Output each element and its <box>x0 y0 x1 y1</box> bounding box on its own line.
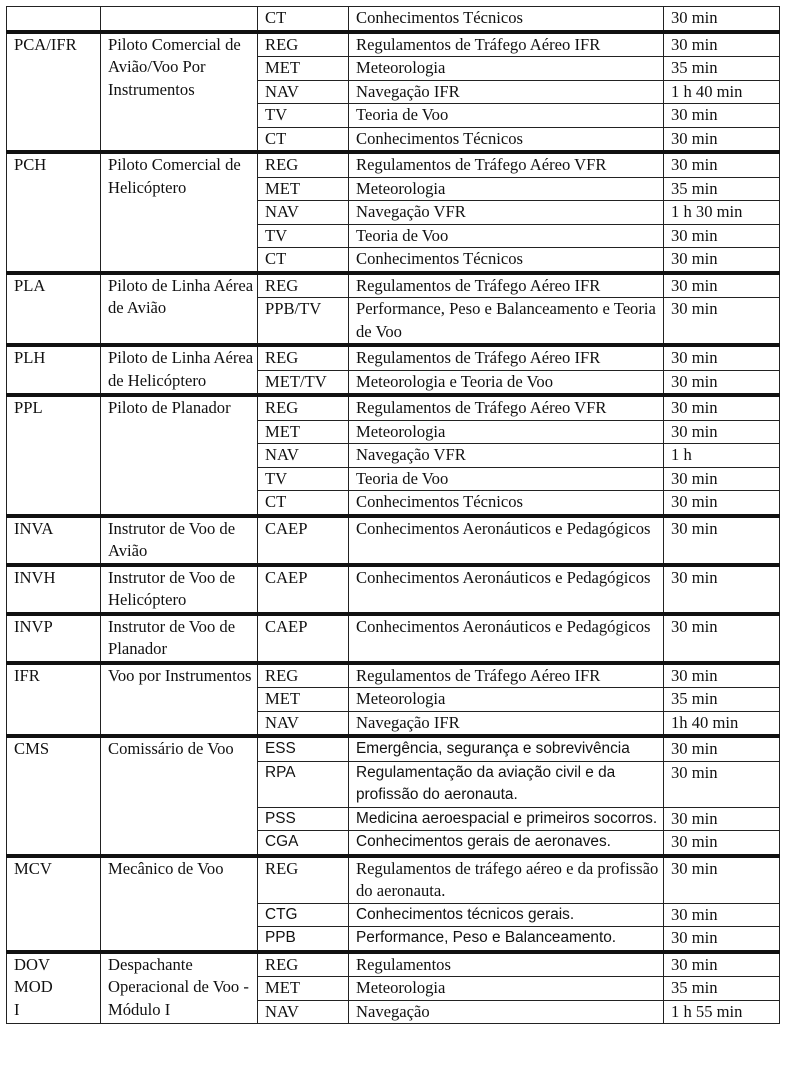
exam-duration: 30 min <box>664 663 780 688</box>
subject-name: Conhecimentos Aeronáuticos e Pedagógicos <box>349 614 664 663</box>
table-row <box>7 614 780 663</box>
license-code: PCH <box>7 152 101 273</box>
subject-abbr: REG <box>258 952 349 977</box>
exam-duration: 1 h <box>664 444 780 468</box>
subject-name: Navegação IFR <box>349 80 664 104</box>
exam-duration: 30 min <box>664 516 780 565</box>
license-name: Comissário de Voo <box>101 736 258 856</box>
exam-duration: 30 min <box>664 273 780 298</box>
license-group <box>7 565 780 614</box>
subject-name: Conhecimentos Técnicos <box>349 7 664 32</box>
license-name <box>101 7 258 32</box>
subject-abbr: REG <box>258 273 349 298</box>
subject-name: Meteorologia e Teoria de Voo <box>349 370 664 395</box>
subject-abbr: CAEP <box>258 565 349 614</box>
table-row <box>7 152 780 177</box>
subject-abbr: CT <box>258 127 349 152</box>
subject-abbr: CT <box>258 491 349 516</box>
subject-abbr: CTG <box>258 903 349 927</box>
subject-name: Conhecimentos técnicos gerais. <box>349 903 664 927</box>
table-row <box>7 516 780 565</box>
table-row <box>7 273 780 298</box>
license-code: INVH <box>7 565 101 614</box>
license-code: PLA <box>7 273 101 346</box>
license-name: Instrutor de Voo de Avião <box>101 516 258 565</box>
license-group <box>7 736 780 856</box>
license-code: IFR <box>7 663 101 737</box>
exam-duration: 30 min <box>664 248 780 273</box>
exam-duration: 1h 40 min <box>664 711 780 736</box>
subject-abbr: MET <box>258 57 349 81</box>
subject-abbr: REG <box>258 32 349 57</box>
subject-name: Regulamentos de Tráfego Aéreo IFR <box>349 32 664 57</box>
subject-name: Navegação IFR <box>349 711 664 736</box>
subject-abbr: CAEP <box>258 516 349 565</box>
license-name: Piloto de Planador <box>101 395 258 516</box>
subject-name: Regulamentos de Tráfego Aéreo VFR <box>349 395 664 420</box>
exam-duration: 30 min <box>664 491 780 516</box>
license-group <box>7 7 780 32</box>
exam-duration: 1 h 55 min <box>664 1000 780 1024</box>
subject-name: Performance, Peso e Balanceamento. <box>349 927 664 952</box>
subject-abbr: PPB <box>258 927 349 952</box>
license-code: INVP <box>7 614 101 663</box>
subject-name: Regulamentos de Tráfego Aéreo IFR <box>349 345 664 370</box>
table-row <box>7 736 780 761</box>
exam-duration: 30 min <box>664 152 780 177</box>
subject-name: Meteorologia <box>349 420 664 444</box>
exam-duration: 30 min <box>664 7 780 32</box>
license-group <box>7 152 780 273</box>
license-name: Voo por Instrumentos <box>101 663 258 737</box>
license-group <box>7 952 780 1024</box>
license-group <box>7 395 780 516</box>
subject-name: Teoria de Voo <box>349 467 664 491</box>
subject-abbr: MET <box>258 177 349 201</box>
exam-subjects-table <box>6 6 780 1024</box>
subject-name: Navegação VFR <box>349 444 664 468</box>
subject-abbr: MET/TV <box>258 370 349 395</box>
exam-duration: 30 min <box>664 614 780 663</box>
subject-abbr: MET <box>258 977 349 1001</box>
exam-duration: 30 min <box>664 370 780 395</box>
subject-abbr: CT <box>258 7 349 32</box>
subject-name: Performance, Peso e Balanceamento e Teoria de Voo <box>349 298 664 346</box>
table-row <box>7 345 780 370</box>
license-name: Instrutor de Voo de Planador <box>101 614 258 663</box>
subject-abbr: MET <box>258 420 349 444</box>
subject-abbr: CT <box>258 248 349 273</box>
exam-duration: 30 min <box>664 104 780 128</box>
license-code: PLH <box>7 345 101 395</box>
table-row <box>7 395 780 420</box>
table-row <box>7 856 780 904</box>
exam-duration: 30 min <box>664 565 780 614</box>
subject-name: Regulamentos <box>349 952 664 977</box>
license-code: PPL <box>7 395 101 516</box>
exam-duration: 30 min <box>664 831 780 856</box>
license-code: PCA/IFR <box>7 32 101 153</box>
license-name: Piloto Comercial de Helicóptero <box>101 152 258 273</box>
subject-abbr: PSS <box>258 807 349 831</box>
subject-abbr: REG <box>258 152 349 177</box>
exam-duration: 30 min <box>664 32 780 57</box>
subject-abbr: REG <box>258 345 349 370</box>
subject-name: Meteorologia <box>349 977 664 1001</box>
subject-name: Navegação <box>349 1000 664 1024</box>
subject-abbr: NAV <box>258 1000 349 1024</box>
subject-name: Conhecimentos Aeronáuticos e Pedagógicos <box>349 565 664 614</box>
subject-name: Regulamentos de Tráfego Aéreo IFR <box>349 663 664 688</box>
license-code: CMS <box>7 736 101 856</box>
exam-duration: 30 min <box>664 345 780 370</box>
subject-abbr: CGA <box>258 831 349 856</box>
subject-name: Regulamentação da aviação civil e da profissão do aeronauta. <box>349 761 664 807</box>
license-group <box>7 273 780 346</box>
exam-duration: 35 min <box>664 57 780 81</box>
subject-abbr: REG <box>258 856 349 904</box>
subject-name: Meteorologia <box>349 177 664 201</box>
subject-name: Meteorologia <box>349 688 664 712</box>
subject-abbr: CAEP <box>258 614 349 663</box>
license-name: Instrutor de Voo de Helicóptero <box>101 565 258 614</box>
license-group <box>7 32 780 153</box>
exam-duration: 30 min <box>664 807 780 831</box>
license-group <box>7 614 780 663</box>
subject-name: Emergência, segurança e sobrevivência <box>349 736 664 761</box>
exam-duration: 30 min <box>664 467 780 491</box>
exam-duration: 30 min <box>664 927 780 952</box>
exam-duration: 30 min <box>664 761 780 807</box>
exam-duration: 30 min <box>664 952 780 977</box>
license-name: Piloto de Linha Aérea de Avião <box>101 273 258 346</box>
subject-abbr: NAV <box>258 711 349 736</box>
subject-name: Conhecimentos Técnicos <box>349 248 664 273</box>
subject-name: Teoria de Voo <box>349 104 664 128</box>
exam-duration: 1 h 30 min <box>664 201 780 225</box>
table-row <box>7 663 780 688</box>
license-name: Mecânico de Voo <box>101 856 258 952</box>
license-group <box>7 345 780 395</box>
subject-abbr: RPA <box>258 761 349 807</box>
subject-abbr: ESS <box>258 736 349 761</box>
subject-abbr: TV <box>258 224 349 248</box>
license-code: MCV <box>7 856 101 952</box>
license-name: Despachante Operacional de Voo - Módulo I <box>101 952 258 1024</box>
subject-name: Regulamentos de Tráfego Aéreo VFR <box>349 152 664 177</box>
subject-abbr: PPB/TV <box>258 298 349 346</box>
license-group <box>7 856 780 952</box>
exam-duration: 30 min <box>664 395 780 420</box>
exam-duration: 30 min <box>664 903 780 927</box>
exam-duration: 30 min <box>664 127 780 152</box>
subject-abbr: REG <box>258 663 349 688</box>
subject-name: Conhecimentos Técnicos <box>349 491 664 516</box>
license-name: Piloto Comercial de Avião/Voo Por Instrumentos <box>101 32 258 153</box>
exam-duration: 35 min <box>664 177 780 201</box>
license-code: INVA <box>7 516 101 565</box>
subject-abbr: NAV <box>258 444 349 468</box>
license-name: Piloto de Linha Aérea de Helicóptero <box>101 345 258 395</box>
subject-name: Teoria de Voo <box>349 224 664 248</box>
subject-name: Regulamentos de tráfego aéreo e da profissão do aeronauta. <box>349 856 664 904</box>
table-row <box>7 32 780 57</box>
exam-duration: 1 h 40 min <box>664 80 780 104</box>
subject-abbr: NAV <box>258 201 349 225</box>
subject-name: Conhecimentos Técnicos <box>349 127 664 152</box>
license-code <box>7 7 101 32</box>
license-group <box>7 516 780 565</box>
subject-abbr: MET <box>258 688 349 712</box>
exam-duration: 30 min <box>664 224 780 248</box>
table-row <box>7 565 780 614</box>
subject-name: Conhecimentos gerais de aeronaves. <box>349 831 664 856</box>
exam-duration: 30 min <box>664 736 780 761</box>
license-code: DOV MOD I <box>7 952 101 1024</box>
exam-duration: 30 min <box>664 420 780 444</box>
license-group <box>7 663 780 737</box>
subject-name: Conhecimentos Aeronáuticos e Pedagógicos <box>349 516 664 565</box>
table-row <box>7 7 780 32</box>
subject-abbr: TV <box>258 104 349 128</box>
subject-name: Navegação VFR <box>349 201 664 225</box>
subject-abbr: REG <box>258 395 349 420</box>
subject-abbr: TV <box>258 467 349 491</box>
subject-name: Medicina aeroespacial e primeiros socorros. <box>349 807 664 831</box>
exam-duration: 35 min <box>664 977 780 1001</box>
exam-duration: 35 min <box>664 688 780 712</box>
subject-name: Meteorologia <box>349 57 664 81</box>
exam-duration: 30 min <box>664 298 780 346</box>
table-row <box>7 952 780 977</box>
exam-duration: 30 min <box>664 856 780 904</box>
subject-name: Regulamentos de Tráfego Aéreo IFR <box>349 273 664 298</box>
subject-abbr: NAV <box>258 80 349 104</box>
